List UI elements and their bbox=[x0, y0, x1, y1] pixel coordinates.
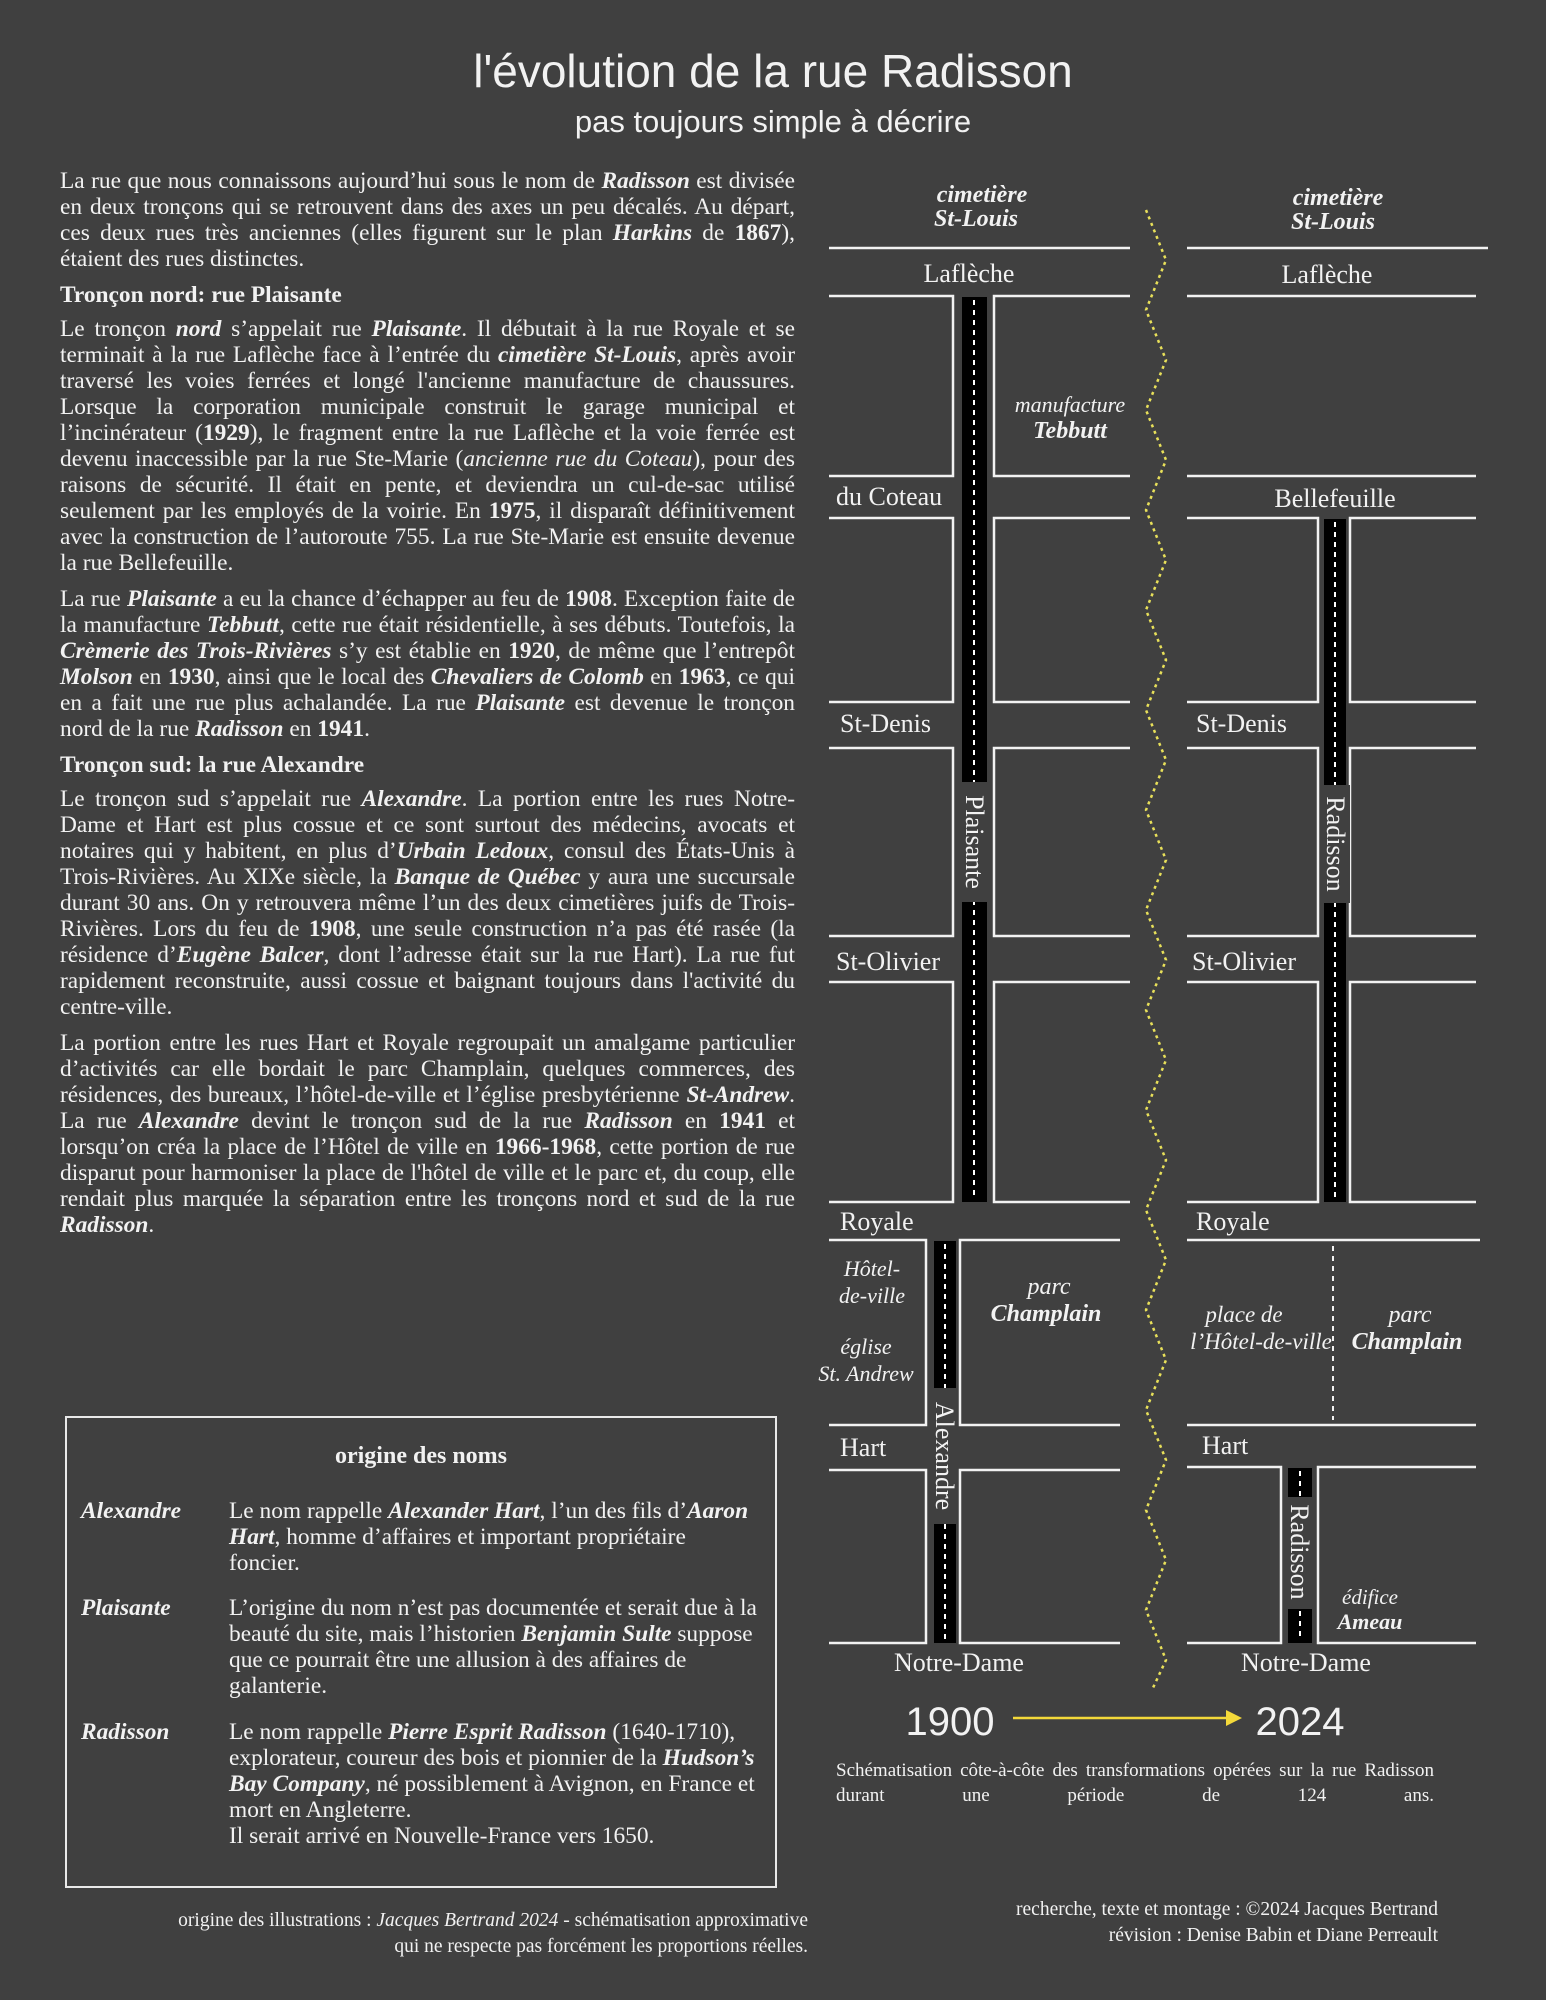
north-paragraph-2: La rue Plaisante a eu la chance d’échapper au feu de 1908. Exception faite de la manufacture Tebbutt, cette rue était résidentielle, à ses débuts. Toutefois, la Crèmerie des Trois-Rivières s’y est établie en 1920, de même que l’entrepôt Molson en 1930, ainsi que le local des Chevaliers de Colomb en 1963, ce qui en a fait une rue plus achalandée. La rue Plaisante est devenue le tronçon nord de la rue Radisson en 1941. bbox=[60, 586, 795, 742]
street-radisson-north: Radisson bbox=[1321, 796, 1350, 892]
street-radisson-south: Radisson bbox=[1285, 1504, 1314, 1600]
label-hotel-1: Hôtel- bbox=[843, 1256, 901, 1281]
street-notredame-2024: Notre-Dame bbox=[1241, 1648, 1371, 1677]
street-royale-2024: Royale bbox=[1196, 1207, 1270, 1236]
label-standrew: St. Andrew bbox=[818, 1361, 914, 1386]
desc-alexandre: Le nom rappelle Alexander Hart, l’un des fils d’Aaron Hart, homme d’affaires et important propriétaire foncier. bbox=[229, 1498, 749, 1576]
year-1900: 1900 bbox=[905, 1700, 995, 1744]
street-alexandre: Alexandre bbox=[930, 1401, 959, 1511]
timeline-arrowhead bbox=[1226, 1710, 1242, 1726]
page-subtitle: pas toujours simple à décrire bbox=[574, 104, 972, 139]
street-hart-1900: Hart bbox=[840, 1433, 887, 1462]
label-manufacture: manufacture bbox=[1014, 392, 1126, 417]
label-stlouis-2024: St-Louis bbox=[1290, 209, 1376, 235]
divider-zigzag bbox=[1146, 210, 1166, 1690]
south-paragraph-2: La portion entre les rues Hart et Royale regroupait un amalgame particulier d’activités car elle bordait le parc Champlain, quelques commerces, des résidences, des bureaux, l’hôtel-de-ville et l’église presbytérienne St-Andrew. La rue Alexandre devint le tronçon sud de la rue Radisson en 1941 et lorsqu’on créa la place de l’Hôtel de ville en 1966-1968, cette portion de rue disparut pour harmoniser la place de l'hôtel de ville et le parc et, du coup, elle rendait plus marquée la séparation entre les tronçons nord et sud de la rue Radisson. bbox=[60, 1030, 795, 1238]
label-stlouis-1900: St-Louis bbox=[933, 206, 1019, 232]
street-plaisante: Plaisante bbox=[960, 795, 989, 889]
street-stolivier-1900: St-Olivier bbox=[836, 947, 940, 976]
year-2024: 2024 bbox=[1255, 1700, 1345, 1744]
street-ducoteau-1900: du Coteau bbox=[836, 482, 943, 511]
north-paragraph-1: Le tronçon nord s’appelait rue Plaisante. Il débutait à la rue Royale et se terminait à la rue Laflèche face à l’entrée du cimetière St-Louis, après avoir traversé les voies ferrées et longé l'ancienne manufacture de chaussures. Lorsque la corporation municipale construit le garage municipal et l’incinérateur (1929), le fragment entre la rue Laflèche et la voie ferrée est devenu inaccessible par la rue Ste-Marie (ancienne rue du Coteau), pour des raisons de sécurité. Il était en pente, et deviendra un cul-de-sac utilisé seulement par les employés de la voirie. En 1975, il disparaît définitivement avec la construction de l’autoroute 755. La rue Ste-Marie est ensuite devenue la rue Bellefeuille. bbox=[60, 316, 795, 576]
label-place-1: place de bbox=[1205, 1302, 1283, 1327]
label-cimetiere-1900: cimetière bbox=[936, 182, 1028, 208]
term-radisson: Radisson bbox=[81, 1719, 170, 1745]
label-edifice: édifice bbox=[1342, 1585, 1398, 1609]
diagram-caption: Schématisation côte-à-côte des transformations opérées sur la rue Radisson durant une période de 124 ans. bbox=[836, 1760, 1434, 1806]
street-royale-1900: Royale bbox=[840, 1207, 914, 1236]
street-bellefeuille: Bellefeuille bbox=[1274, 484, 1396, 513]
credit-line-revision: révision : Denise Babin et Diane Perreault bbox=[1108, 1925, 1438, 1946]
label-place-2: l’Hôtel-de-ville bbox=[1190, 1329, 1332, 1354]
street-hart-2024: Hart bbox=[1202, 1431, 1249, 1460]
label-champlain-2024: Champlain bbox=[1351, 1329, 1463, 1355]
street-stdenis-1900: St-Denis bbox=[840, 709, 931, 738]
street-stdenis-2024: St-Denis bbox=[1196, 709, 1287, 738]
street-notredame-1900: Notre-Dame bbox=[894, 1648, 1024, 1677]
heading-south: Tronçon sud: la rue Alexandre bbox=[60, 752, 365, 778]
desc-radisson: Le nom rappelle Pierre Esprit Radisson (1640-1710), explorateur, coureur des bois et pionnier de la Hudson’s Bay Company, né possiblement à Avignon, en France et mort en Angleterre. Il serait arrivé en Nouvelle-France vers 1650. bbox=[229, 1719, 755, 1849]
label-parc-2024: parc bbox=[1388, 1302, 1432, 1328]
label-cimetiere-2024: cimetière bbox=[1292, 185, 1384, 211]
names-box-title: origine des noms bbox=[334, 1443, 507, 1469]
street-stolivier-2024: St-Olivier bbox=[1192, 947, 1296, 976]
label-hotel-2: de-ville bbox=[839, 1283, 905, 1308]
heading-north: Tronçon nord: rue Plaisante bbox=[60, 282, 342, 308]
page-title: l'évolution de la rue Radisson bbox=[473, 45, 1073, 97]
street-lafleche-1900: Laflèche bbox=[923, 259, 1015, 288]
intro-paragraph: La rue que nous connaissons aujourd’hui sous le nom de Radisson est divisée en deux tronçons qui se retrouvent dans des axes un peu décalés. Au départ, ces deux rues très anciennes (elles figurent sur le plan Harkins de 1867), étaient des rues distinctes. bbox=[60, 168, 796, 272]
label-champlain-1900: Champlain bbox=[990, 1301, 1102, 1327]
street-lafleche-2024: Laflèche bbox=[1281, 260, 1373, 289]
south-paragraph-1: Le tronçon sud s’appelait rue Alexandre. La portion entre les rues Notre-Dame et Hart est plus cossue et ce sont surtout des médecins, avocats et notaires qui y habitent, en plus d’Urbain Ledoux, consul des États-Unis à Trois-Rivières. Au XIXe siècle, la Banque de Québec y aura une succursale durant 30 ans. On y retrouvera même l’un des deux cimetières juifs de Trois-Rivières. Lors du feu de 1908, une seule construction n’a pas été rasée (la résidence d’Eugène Balcer, dont l’adresse était sur la rue Hart). La rue fut rapidement reconstruite, aussi cossue et baignant toujours dans l'activité du centre-ville. bbox=[60, 786, 796, 1020]
desc-plaisante: L’origine du nom n’est pas documentée et serait due à la beauté du site, mais l’historien Benjamin Sulte suppose que ce pourrait être une allusion à des affaires de galanterie. bbox=[229, 1595, 757, 1699]
illustration-credit: origine des illustrations : Jacques Bertrand 2024 - schématisation approximative qui ne respecte pas forcément les proportions réelles. bbox=[178, 1910, 808, 1957]
label-parc-1900: parc bbox=[1027, 1274, 1071, 1300]
credit-line-research: recherche, texte et montage : ©2024 Jacques Bertrand bbox=[1016, 1899, 1438, 1920]
label-ameau: Ameau bbox=[1337, 1609, 1403, 1634]
term-alexandre: Alexandre bbox=[81, 1498, 182, 1524]
label-eglise: église bbox=[840, 1334, 892, 1359]
label-tebbutt: Tebbutt bbox=[1033, 418, 1107, 444]
term-plaisante: Plaisante bbox=[81, 1595, 171, 1621]
